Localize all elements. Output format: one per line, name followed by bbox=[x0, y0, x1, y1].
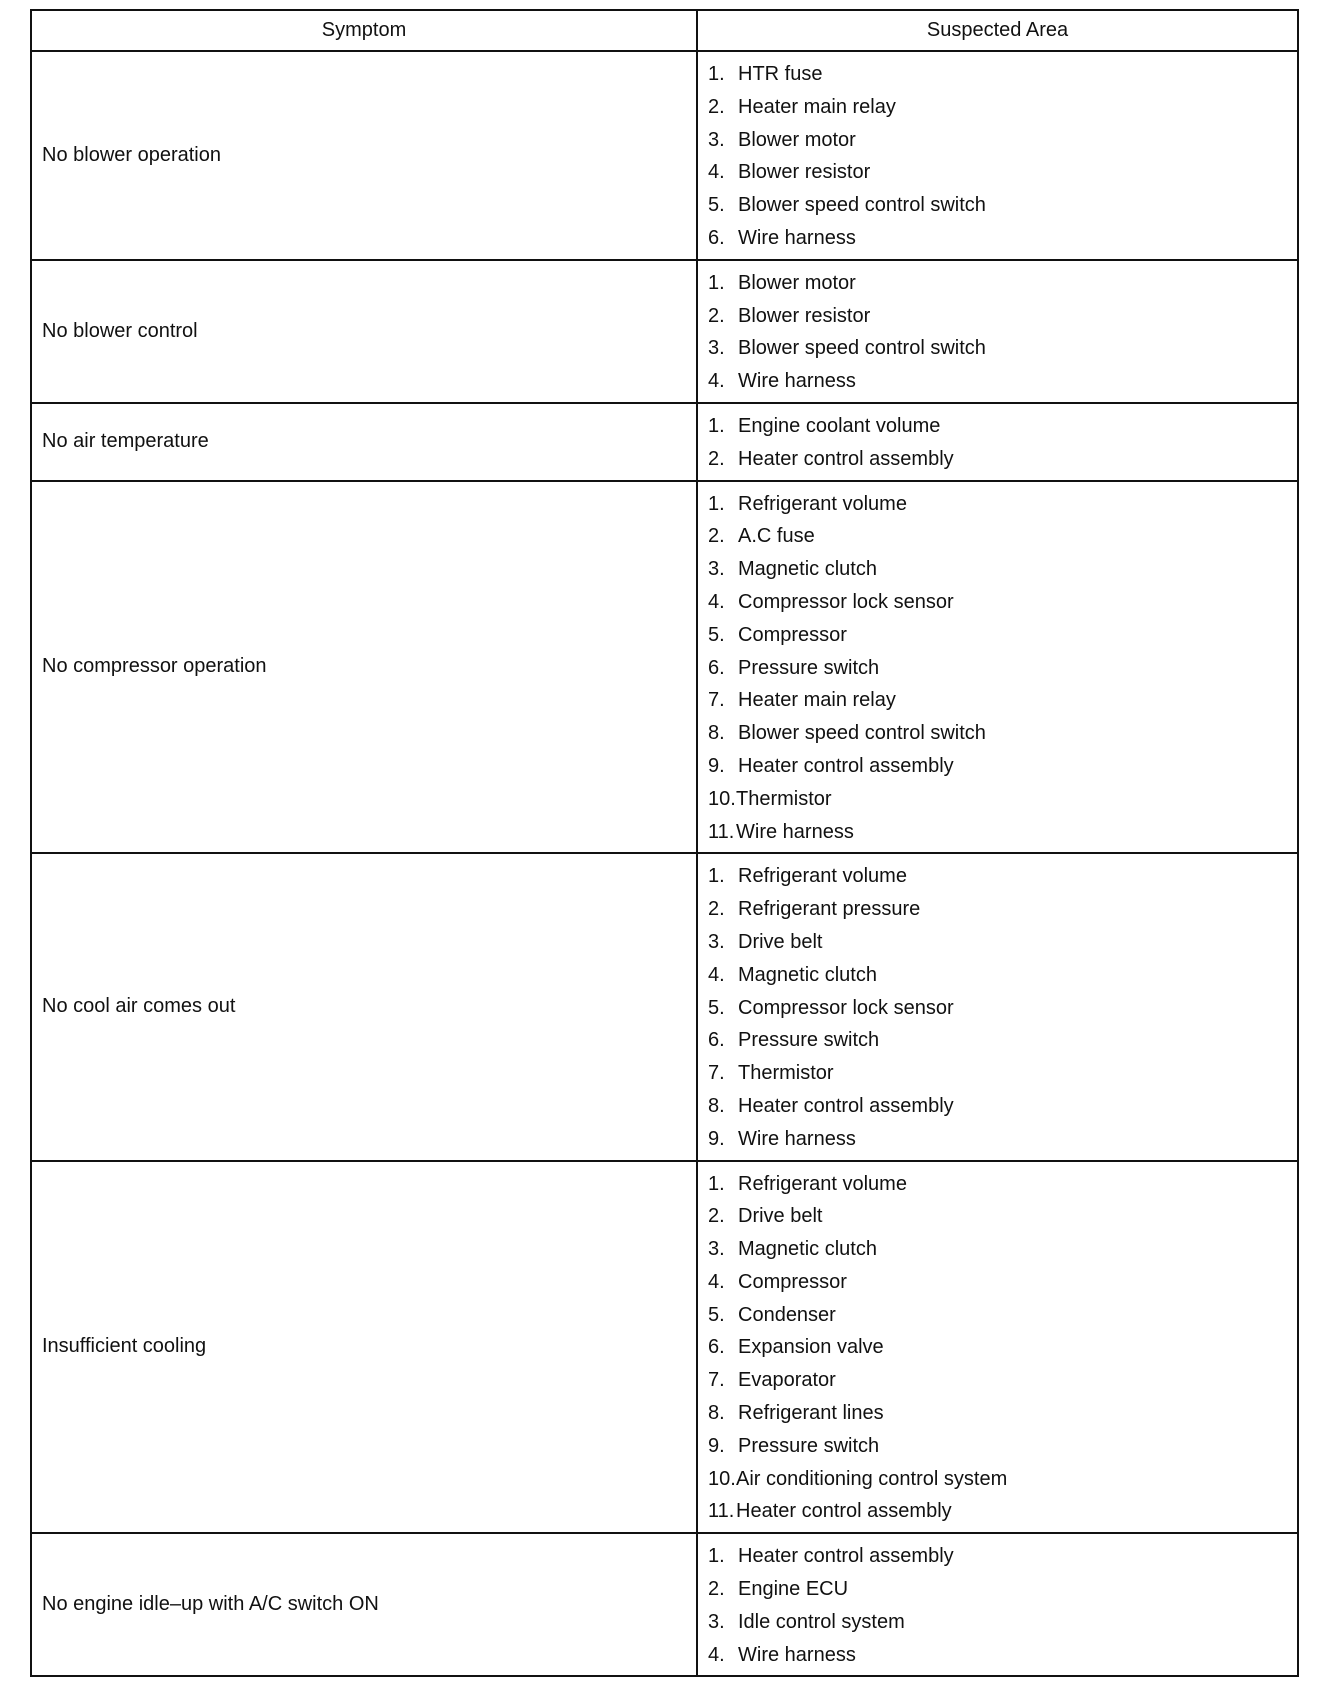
list-item bbox=[708, 1331, 1297, 1364]
item-text: Idle control system bbox=[738, 1610, 905, 1633]
list-item bbox=[708, 1540, 1297, 1573]
item-text: Heater main relay bbox=[738, 95, 896, 118]
item-text: Pressure switch bbox=[738, 656, 880, 679]
list-item bbox=[708, 267, 1297, 300]
table-row bbox=[32, 50, 1297, 259]
symptom-cell: No engine idle–up with A/C switch ON bbox=[32, 1534, 698, 1675]
list-item bbox=[708, 300, 1297, 333]
item-text: Refrigerant pressure bbox=[738, 898, 921, 921]
item-number: 9. bbox=[708, 1127, 725, 1150]
list-item bbox=[708, 488, 1297, 521]
item-text: Wire harness bbox=[738, 1643, 856, 1666]
item-text: Engine coolant volume bbox=[738, 414, 941, 437]
item-text: Evaporator bbox=[738, 1369, 836, 1392]
list-item bbox=[708, 189, 1297, 222]
item-text: Refrigerant volume bbox=[738, 865, 907, 888]
item-text: Pressure switch bbox=[738, 1029, 880, 1052]
symptom-header: Symptom bbox=[32, 11, 698, 50]
item-text: Compressor bbox=[738, 623, 847, 646]
list-item bbox=[708, 750, 1297, 783]
suspected-area-cell bbox=[698, 1162, 1297, 1533]
list-item bbox=[708, 1397, 1297, 1430]
item-number: 3. bbox=[708, 930, 725, 953]
list-item bbox=[708, 717, 1297, 750]
item-text: Wire harness bbox=[738, 1127, 856, 1150]
item-text: Heater control assembly bbox=[738, 447, 954, 470]
item-text: Drive belt bbox=[738, 930, 823, 953]
item-text: Wire harness bbox=[738, 226, 856, 249]
item-number: 5. bbox=[708, 194, 725, 217]
table-row bbox=[32, 259, 1297, 402]
item-text: HTR fuse bbox=[738, 63, 823, 85]
item-text: Heater control assembly bbox=[738, 754, 954, 777]
item-number: 1. bbox=[708, 865, 725, 888]
item-text: Heater control assembly bbox=[738, 1094, 954, 1117]
table-row bbox=[32, 1160, 1297, 1533]
table-row bbox=[32, 852, 1297, 1159]
list-item bbox=[708, 1495, 1297, 1528]
list-item bbox=[708, 783, 1297, 816]
item-text: Blower speed control switch bbox=[738, 194, 986, 217]
item-number: 4. bbox=[708, 963, 725, 986]
list-item bbox=[708, 1606, 1297, 1639]
list-item bbox=[708, 553, 1297, 586]
item-number: 2. bbox=[708, 1578, 725, 1601]
item-text: Refrigerant volume bbox=[738, 492, 907, 515]
list-item bbox=[708, 365, 1297, 398]
list-item bbox=[708, 926, 1297, 959]
suspected-area-cell bbox=[698, 404, 1297, 480]
item-text: Refrigerant lines bbox=[738, 1402, 884, 1425]
list-item bbox=[708, 58, 1297, 91]
item-number: 1. bbox=[708, 271, 725, 294]
list-item bbox=[708, 652, 1297, 685]
list-item bbox=[708, 1233, 1297, 1266]
item-number: 2. bbox=[708, 898, 725, 921]
item-number: 4. bbox=[708, 1643, 725, 1666]
list-item bbox=[708, 222, 1297, 255]
list-item bbox=[708, 1573, 1297, 1606]
item-text: Magnetic clutch bbox=[738, 1238, 877, 1261]
list-item bbox=[708, 1463, 1297, 1496]
item-number: 1. bbox=[708, 63, 725, 85]
symptom-cell: No cool air comes out bbox=[32, 854, 698, 1159]
item-text: Air conditioning control system bbox=[736, 1467, 1008, 1490]
list-item bbox=[708, 91, 1297, 124]
list-item bbox=[708, 586, 1297, 619]
suspected-area-cell bbox=[698, 261, 1297, 402]
table-row bbox=[32, 1532, 1297, 1675]
list-item bbox=[708, 684, 1297, 717]
item-text: Pressure switch bbox=[738, 1434, 880, 1457]
list-item bbox=[708, 1024, 1297, 1057]
item-number: 11. bbox=[708, 1500, 735, 1523]
item-number: 6. bbox=[708, 1029, 725, 1052]
list-item bbox=[708, 1299, 1297, 1332]
item-text: Compressor bbox=[738, 1270, 847, 1293]
list-item bbox=[708, 1168, 1297, 1201]
list-item bbox=[708, 124, 1297, 157]
item-text: Thermistor bbox=[736, 787, 832, 810]
item-text: Compressor lock sensor bbox=[738, 996, 954, 1019]
item-text: Blower resistor bbox=[738, 161, 871, 184]
item-number: 6. bbox=[708, 656, 725, 679]
item-text: Drive belt bbox=[738, 1205, 823, 1228]
list-item bbox=[708, 1364, 1297, 1397]
item-text: Blower motor bbox=[738, 271, 856, 294]
list-item bbox=[708, 1057, 1297, 1090]
item-text: Heater main relay bbox=[738, 689, 896, 712]
suspected-area-cell bbox=[698, 52, 1297, 259]
troubleshooting-table bbox=[30, 9, 1299, 1677]
item-text: Wire harness bbox=[736, 820, 854, 843]
item-text: Thermistor bbox=[738, 1062, 834, 1085]
item-number: 8. bbox=[708, 1402, 725, 1425]
list-item bbox=[708, 156, 1297, 189]
item-number: 2. bbox=[708, 1205, 725, 1228]
list-item bbox=[708, 816, 1297, 849]
suspected-area-cell bbox=[698, 854, 1297, 1159]
item-number: 3. bbox=[708, 558, 725, 581]
list-item bbox=[708, 1200, 1297, 1233]
item-number: 4. bbox=[708, 161, 725, 184]
item-number: 4. bbox=[708, 1270, 725, 1293]
list-item bbox=[708, 1266, 1297, 1299]
suspected-area-cell bbox=[698, 1534, 1297, 1675]
item-number: 1. bbox=[708, 1545, 725, 1568]
symptom-cell: No compressor operation bbox=[32, 482, 698, 853]
symptom-cell: No blower control bbox=[32, 261, 698, 402]
item-text: A.C fuse bbox=[738, 525, 815, 548]
symptom-cell: No blower operation bbox=[32, 52, 698, 259]
item-number: 4. bbox=[708, 590, 725, 613]
item-text: Engine ECU bbox=[738, 1578, 849, 1601]
item-number: 8. bbox=[708, 722, 725, 745]
item-number: 9. bbox=[708, 754, 725, 777]
list-item bbox=[708, 410, 1297, 443]
item-number: 3. bbox=[708, 1610, 725, 1633]
item-number: 4. bbox=[708, 370, 725, 393]
item-number: 10. bbox=[708, 787, 736, 810]
item-number: 5. bbox=[708, 1303, 725, 1326]
list-item bbox=[708, 1430, 1297, 1463]
item-number: 7. bbox=[708, 1062, 725, 1085]
item-text: Heater control assembly bbox=[738, 1545, 954, 1568]
symptom-cell: No air temperature bbox=[32, 404, 698, 480]
item-number: 3. bbox=[708, 1238, 725, 1261]
item-text: Compressor lock sensor bbox=[738, 590, 954, 613]
item-text: Magnetic clutch bbox=[738, 558, 877, 581]
item-text: Magnetic clutch bbox=[738, 963, 877, 986]
item-number: 2. bbox=[708, 304, 725, 327]
list-item bbox=[708, 443, 1297, 476]
item-text: Condenser bbox=[738, 1303, 836, 1326]
list-item bbox=[708, 860, 1297, 893]
item-number: 3. bbox=[708, 128, 725, 151]
item-number: 10. bbox=[708, 1467, 736, 1490]
list-item bbox=[708, 992, 1297, 1025]
table-header bbox=[32, 11, 1297, 50]
list-item bbox=[708, 1090, 1297, 1123]
symptom-cell: Insufficient cooling bbox=[32, 1162, 698, 1533]
list-item bbox=[708, 959, 1297, 992]
list-item bbox=[708, 1639, 1297, 1672]
item-text: Expansion valve bbox=[738, 1336, 884, 1359]
table-row bbox=[32, 480, 1297, 853]
item-number: 5. bbox=[708, 623, 725, 646]
item-number: 2. bbox=[708, 95, 725, 118]
list-item bbox=[708, 893, 1297, 926]
item-number: 11. bbox=[708, 820, 735, 843]
item-text: Wire harness bbox=[738, 370, 856, 393]
item-text: Blower resistor bbox=[738, 304, 871, 327]
suspected-area-cell bbox=[698, 482, 1297, 853]
item-number: 7. bbox=[708, 689, 725, 712]
item-number: 2. bbox=[708, 525, 725, 548]
list-item bbox=[708, 619, 1297, 652]
item-number: 2. bbox=[708, 447, 725, 470]
item-number: 1. bbox=[708, 492, 725, 515]
suspected-area-header: Suspected Area bbox=[926, 19, 1069, 41]
item-text: Blower speed control switch bbox=[738, 337, 986, 360]
list-item bbox=[708, 1123, 1297, 1156]
item-number: 9. bbox=[708, 1434, 725, 1457]
item-number: 1. bbox=[708, 414, 725, 437]
item-number: 6. bbox=[708, 1336, 725, 1359]
item-text: Refrigerant volume bbox=[738, 1172, 907, 1195]
item-number: 7. bbox=[708, 1369, 725, 1392]
item-number: 6. bbox=[708, 226, 725, 249]
list-item bbox=[708, 520, 1297, 553]
list-item bbox=[708, 332, 1297, 365]
item-text: Blower motor bbox=[738, 128, 856, 151]
item-text: Blower speed control switch bbox=[738, 722, 986, 745]
item-number: 5. bbox=[708, 996, 725, 1019]
item-number: 1. bbox=[708, 1172, 725, 1195]
item-number: 8. bbox=[708, 1094, 725, 1117]
item-text: Heater control assembly bbox=[736, 1500, 952, 1523]
table-row bbox=[32, 402, 1297, 480]
item-number: 3. bbox=[708, 337, 725, 360]
